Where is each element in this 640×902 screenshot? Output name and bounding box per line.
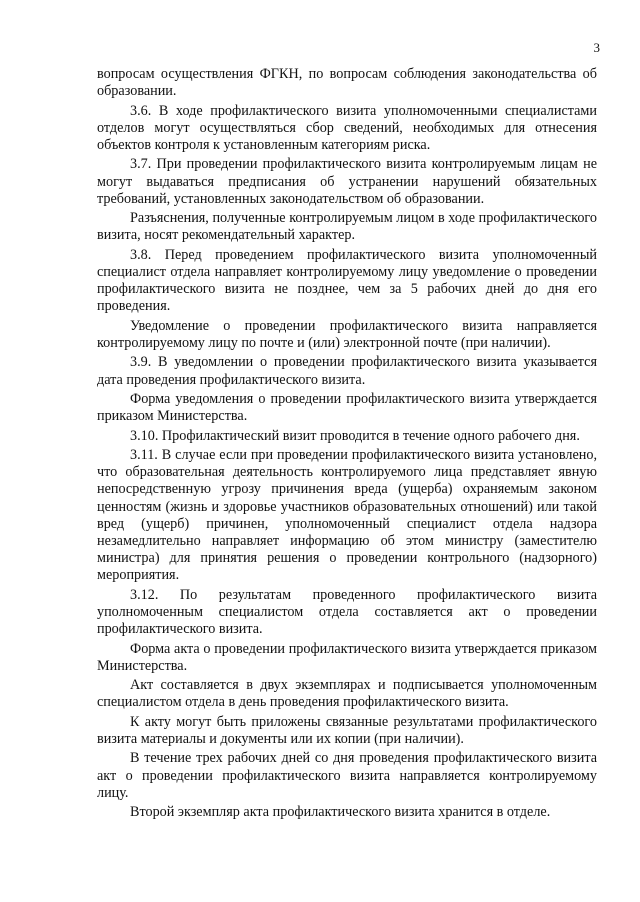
paragraph-3-12: 3.12. По результатам проведенного профилактического визита уполномоченным специалистом отдела составляется акт о проведении профилактического визита. (97, 586, 597, 638)
paragraph-act-attachments: К акту могут быть приложены связанные результатами профилактического визита материалы и документы или их копии (при наличии). (97, 713, 597, 747)
paragraph-3-9: 3.9. В уведомлении о проведении профилактического визита указывается дата проведения профилактического визита. (97, 354, 597, 388)
paragraph-act-storage: Второй экземпляр акта профилактического визита хранится в отделе. (130, 804, 551, 821)
paragraph-3-6: 3.6. В ходе профилактического визита уполномоченными специалистами отделов могут осуществляться сбор сведений, необходимых для отнесения объектов контроля к установленным категориям риска. (97, 102, 597, 153)
paragraph-act-form: Форма акта о проведении профилактического визита утверждается приказом Министерства. (97, 640, 597, 674)
paragraph-notification-form: Форма уведомления о проведении профилактического визита утверждается приказом Министерства. (97, 390, 597, 425)
paragraph-clarifications: Разъяснения, полученные контролируемым лицом в ходе профилактического визита, носят рекомендательный характер. (97, 210, 597, 244)
paragraph-3-7: 3.7. При проведении профилактического визита контролируемым лицам не могут выдаваться предписания об устранении нарушений обязательных требований, установленных законодательством об образовании. (97, 156, 597, 207)
paragraph-act-copies: Акт составляется в двух экземплярах и подписывается уполномоченным специалистом отдела в день проведения профилактического визита. (97, 677, 597, 711)
page-number: 3 (593, 40, 600, 55)
paragraph-continuation: вопросам осуществления ФГКН, по вопросам соблюдения законодательства об образовании. (97, 66, 597, 100)
paragraph-3-8: 3.8. Перед проведением профилактического визита уполномоченный специалист отдела направляет контролируемому лицу уведомление о проведении профилактического визита не позднее, чем за 5 рабочих дней до дня его проведения. (97, 246, 597, 315)
paragraph-3-10: 3.10. Профилактический визит проводится в течение одного рабочего дня. (130, 427, 580, 444)
paragraph-3-11: 3.11. В случае если при проведении профилактического визита установлено, что образовательная деятельность контролируемого лица представляет явную непосредственную угрозу причинения вреда (ущерба) охраняемым законом ценностям (жизнь и здоровье участников образовательных отношений) или такой вред (ущерб) причинен, уполномоченный специалист отдела надзора незамедлительно направляет информацию об этом министру (заместителю министра) для принятия решения о проведении контрольного (надзорного) мероприятия. (97, 446, 597, 584)
document-body (97, 66, 597, 824)
paragraph-act-delivery: В течение трех рабочих дней со дня проведения профилактического визита акт о проведении профилактического визита направляется контролируемому лицу. (97, 750, 597, 801)
paragraph-notification-delivery: Уведомление о проведении профилактического визита направляется контролируемому лицу по почте и (или) электронной почте (при наличии). (97, 317, 597, 351)
